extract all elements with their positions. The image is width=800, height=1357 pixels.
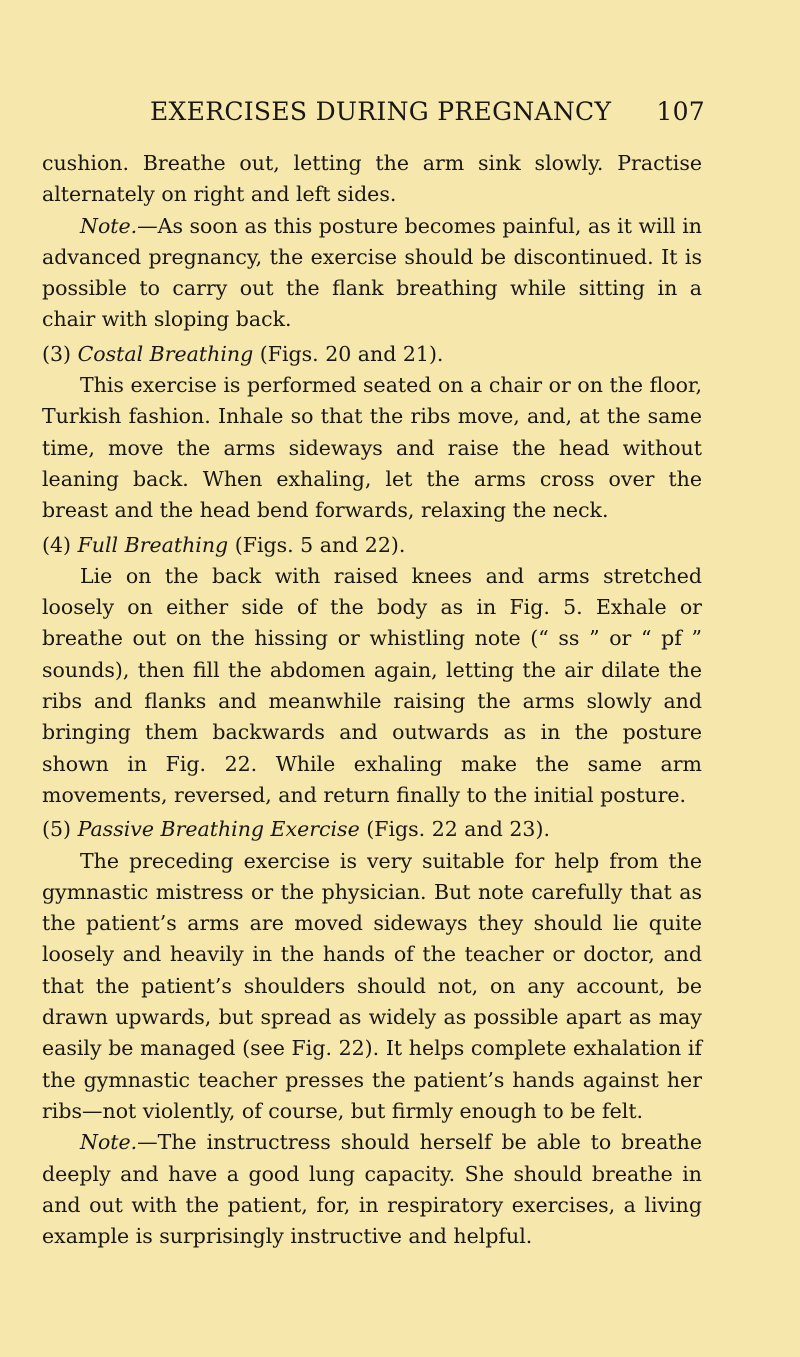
page-number: 107: [656, 97, 705, 126]
running-title: EXERCISES DURING PREGNANCY: [150, 97, 612, 126]
section-title: Passive Breathing Exercise: [77, 817, 360, 842]
paragraph: The preceding exercise is very suitable for help from the gymnastic mistress or the physician. But note carefully that as the patient’s arms are moved sideways they should lie quite loosely and heavily in the hands of the teacher or doctor, and that the patient’s shoulders should not, on any account, be drawn upwards, but spread as widely as possible apart as may easily be managed (see Fig. 22). It helps complete exhalation if the gymnastic teacher presses the patient’s hands against her ribs—not violently, of course, but firmly enough to be felt.: [42, 848, 702, 1123]
section-title: Costal Breathing: [77, 341, 254, 366]
paragraph: cushion. Breathe out, letting the arm sink slowly. Practise alternately on right and left sides.: [42, 151, 702, 207]
note-label: Note.: [80, 213, 138, 238]
section-title: Full Breathing: [77, 532, 229, 557]
paragraph: This exercise is performed seated on a chair or on the floor, Turkish fashion. Inhale so that the ribs move, and, at the same time, move the arms sideways and raise the head without leaning back. When exhaling, let the arms cross over the breast and the head bend forwards, relaxing the neck.: [42, 373, 702, 523]
paragraph: Lie on the back with raised knees and arms stretched loosely on either side of the body as in Fig. 5. Exhale or breathe out on the hissing or whistling note (“ ss ” or “ pf ” sounds), then fill the abdomen again, letting the air dilate the ribs and flanks and meanwhile raising the arms slowly and bringing them backwards and outwards as in the posture shown in Fig. 22. While exhaling make the same arm movements, reversed, and return finally to the initial posture.: [42, 563, 702, 807]
section-heading-3: (3) Costal Breathing (Figs. 20 and 21).: [42, 341, 444, 366]
note-paragraph: Note.—As soon as this posture becomes painful, as it will in advanced pregnancy, the exercise should be discontinued. It is possible to carry out the flank breathing while sitting in a chair with sloping back.: [42, 213, 702, 332]
running-header: [150, 97, 705, 137]
section-heading-4: (4) Full Breathing (Figs. 5 and 22).: [42, 532, 406, 557]
section-heading-5: (5) Passive Breathing Exercise (Figs. 22 and 23).: [42, 817, 550, 842]
note-label: Note.: [80, 1130, 138, 1155]
note-paragraph: Note.—The instructress should herself be able to breathe deeply and have a good lung capacity. She should breathe in and out with the patient, for, in respiratory exercises, a living example is surprisingly instructive and helpful.: [42, 1130, 702, 1249]
body-text: [42, 148, 702, 1252]
